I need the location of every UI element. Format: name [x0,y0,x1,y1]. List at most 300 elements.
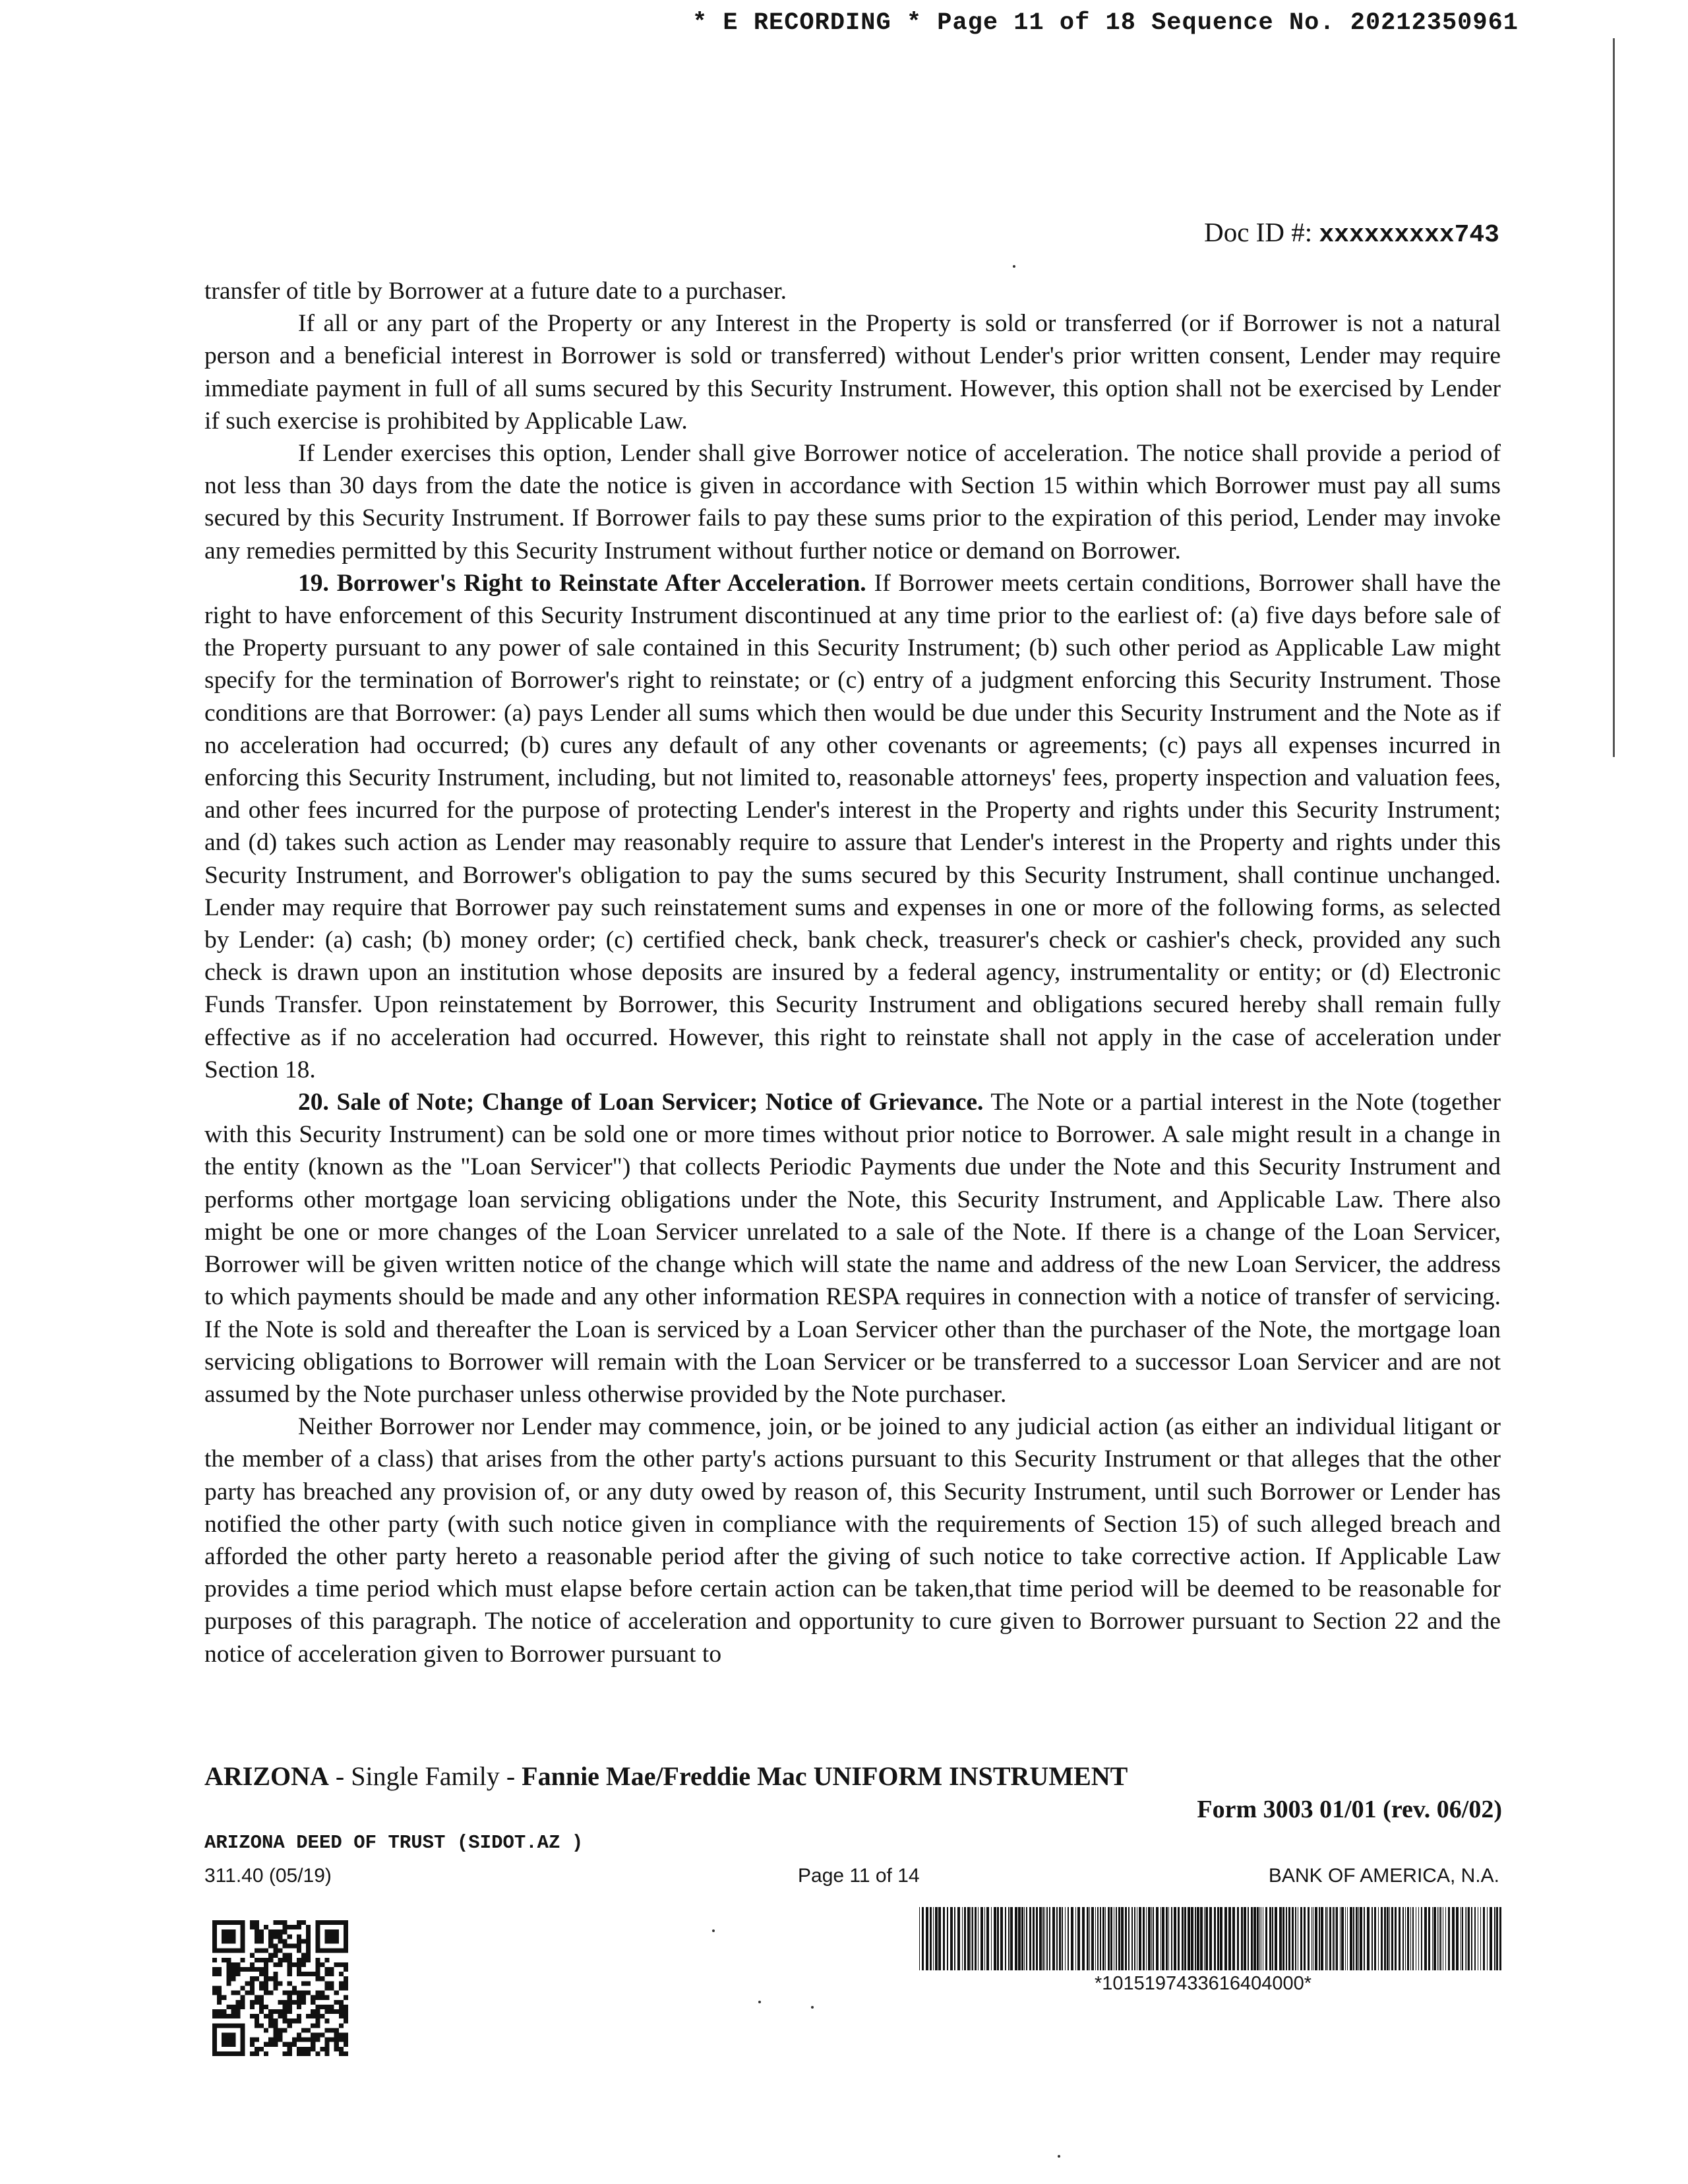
barcode-bar [1279,1907,1282,1970]
barcode-bar [1116,1907,1117,1970]
barcode-bar [1399,1907,1401,1970]
qr-module [273,1981,278,1986]
qr-module [278,2038,282,2042]
qr-finder-bottom-left [212,2023,245,2056]
qr-module [287,2009,292,2014]
qr-module [250,2042,255,2047]
barcode-bar [1148,1907,1151,1970]
qr-module [226,1976,231,1981]
qr-module [268,1953,273,1958]
qr-module [320,1995,324,2000]
barcode-bar [1456,1907,1459,1970]
qr-module [292,2038,297,2042]
qr-module [297,1949,301,1953]
qr-module [330,1972,334,1976]
qr-module [311,1995,315,2000]
barcode-bar [1321,1907,1323,1970]
qr-module [311,2009,315,2014]
barcode-bar [1008,1907,1010,1970]
qr-module [268,1976,273,1981]
barcode-bar [922,1907,924,1970]
barcode-bar [978,1907,979,1970]
barcode-bar [1100,1907,1101,1970]
qr-module [231,1991,235,1995]
qr-module [217,1986,222,1990]
qr-module [226,2014,231,2018]
qr-module [250,1925,255,1929]
barcode-bar [1292,1907,1294,1970]
qr-module [268,2042,273,2047]
qr-module [250,1967,255,1972]
qr-module [278,2014,282,2018]
barcode-bar [919,1907,920,1970]
barcode-bar [1340,1907,1341,1970]
barcode-bar [1374,1907,1376,1970]
barcode-bar [1265,1907,1267,1970]
qr-module [259,2009,264,2014]
qr-module [344,1976,348,1981]
barcode-bar [1350,1907,1352,1970]
qr-module [250,2051,255,2056]
qr-module [264,1962,268,1967]
qr-module [344,1986,348,1990]
barcode-bar [1156,1907,1159,1970]
qr-module [339,2047,344,2051]
qr-module [259,1967,264,1972]
qr-module [278,1962,282,1967]
form-title: ARIZONA DEED OF TRUST (SIDOT.AZ ) [204,1832,584,1854]
qr-module [236,2005,241,2009]
qr-module [311,2014,315,2018]
qr-module [255,2038,259,2042]
barcode-bar [1251,1907,1253,1970]
scan-speck [712,1929,715,1932]
qr-module [339,2032,344,2037]
barcode-bar [1091,1907,1094,1970]
qr-module [324,2051,329,2056]
qr-module [278,1929,282,1934]
barcode-bar [1042,1907,1044,1970]
qr-module [292,1991,297,1995]
barcode-bar [1253,1907,1256,1970]
qr-module [283,1991,287,1995]
qr-module [344,2032,348,2037]
barcode-bar [1018,1907,1021,1970]
barcode-bar [1178,1907,1180,1970]
barcode-bar [938,1907,941,1970]
body-text [204,275,1501,1670]
qr-module [231,2009,235,2014]
qr-module [255,1934,259,1939]
qr-module [306,1944,311,1949]
barcode-bar [1191,1907,1193,1970]
barcode-bar [1021,1907,1023,1970]
barcode-bar [1160,1907,1161,1970]
barcode-bar [1367,1907,1370,1970]
qr-module [339,2009,344,2014]
barcode-bar [986,1907,989,1970]
barcode-bar [1480,1907,1481,1970]
footer-instrument-line [204,1761,1128,1792]
qr-module [344,2038,348,2042]
barcode-bar [943,1907,945,1970]
qr-module [231,2014,235,2018]
barcode-bar [972,1907,973,1970]
qr-module [283,2009,287,2014]
qr-module [217,1995,222,2000]
barcode-bar [1209,1907,1212,1970]
qr-module [278,1920,282,1925]
barcode-bar [1068,1907,1069,1970]
qr-module [226,2005,231,2009]
qr-module [306,2038,311,2042]
qr-module [212,2014,217,2018]
barcode-bar [1325,1907,1327,1970]
barcode-bar [1095,1907,1096,1970]
qr-module [306,1925,311,1929]
barcode-bar [1358,1907,1359,1970]
barcode-bar [1200,1907,1203,1970]
qr-module [250,2014,255,2018]
qr-module [315,1995,320,2000]
qr-module [236,2000,241,2005]
qr-module [306,2028,311,2032]
barcode-bar [1024,1907,1025,1970]
qr-module [268,2018,273,2023]
barcode-bar [1445,1907,1446,1970]
barcode-bar [1139,1907,1141,1970]
barcode-bar [1353,1907,1354,1970]
barcode-bar [1244,1907,1246,1970]
qr-module [283,1953,287,1958]
qr-module [301,2028,306,2032]
qr-module [301,1991,306,1995]
qr-module [283,2051,287,2056]
qr-module [315,1991,320,1995]
barcode-bar [1044,1907,1045,1970]
qr-module [217,1972,222,1976]
qr-module [301,1958,306,1962]
qr-module [259,1981,264,1986]
qr-module [292,2042,297,2047]
qr-module [236,1967,241,1972]
qr-module [245,1967,250,1972]
barcode-bar [1378,1907,1379,1970]
qr-module [330,2009,334,2014]
qr-module [212,2009,217,2014]
qr-module [273,1972,278,1976]
qr-module [231,1972,235,1976]
qr-module [297,1934,301,1939]
qr-module [264,2005,268,2009]
scan-speck [811,2006,814,2009]
paragraph-section-20 [204,1086,1501,1410]
qr-module [315,2014,320,2018]
barcode-bar [1153,1907,1154,1970]
footer-separator: - [499,1761,522,1791]
qr-module [306,2047,311,2051]
qr-module [324,2009,329,2014]
qr-module [241,1958,245,1962]
paragraph-acceleration-notice [204,437,1501,567]
qr-module [330,2038,334,2042]
qr-module [283,2042,287,2047]
paragraph-section-19 [204,567,1501,1086]
barcode-bar [1356,1907,1358,1970]
qr-module [264,1949,268,1953]
barcode-bar [1389,1907,1390,1970]
qr-module [231,1967,235,1972]
qr-module [306,1953,311,1958]
barcode-bar [1166,1907,1168,1970]
barcode-bars [919,1907,1501,1970]
footer-separator: - [328,1761,351,1791]
qr-module [292,1986,297,1990]
qr-module [250,1976,255,1981]
qr-module [283,2028,287,2032]
qr-module [236,1962,241,1967]
barcode-bar [1465,1907,1466,1970]
qr-module [301,1953,306,1958]
barcode-bar [1071,1907,1073,1970]
qr-module [301,2038,306,2042]
qr-module [283,1925,287,1929]
qr-module [297,1995,301,2000]
qr-module [250,2000,255,2005]
barcode [919,1907,1502,1970]
qr-module [306,1991,311,1995]
qr-module [217,2000,222,2005]
qr-module [297,2018,301,2023]
barcode-bar [1151,1907,1152,1970]
qr-module [315,2018,320,2023]
barcode-bar [1033,1907,1035,1970]
barcode-bar [1433,1907,1436,1970]
barcode-bar [1437,1907,1438,1970]
qr-module [250,1920,255,1925]
barcode-bar [1395,1907,1397,1970]
barcode-bar [1372,1907,1373,1970]
qr-module [212,1986,217,1990]
qr-module [287,1995,292,2000]
qr-module [212,1991,217,1995]
section-heading: 20. Sale of Note; Change of Loan Servicer; Notice of Grievance. [298,1089,984,1116]
barcode-bar [1418,1907,1419,1970]
qr-module [273,1920,278,1925]
barcode-bar [1272,1907,1273,1970]
barcode-bar [1143,1907,1145,1970]
qr-module [334,2000,339,2005]
qr-module [283,2014,287,2018]
qr-module [344,2014,348,2018]
qr-module [301,2051,306,2056]
qr-module [283,2000,287,2005]
barcode-bar [1062,1907,1063,1970]
barcode-bar [1077,1907,1080,1970]
qr-module [287,1934,292,1939]
qr-module [292,2018,297,2023]
qr-module [236,1972,241,1976]
qr-module [315,2032,320,2037]
qr-module [301,2047,306,2051]
qr-module [264,2014,268,2018]
barcode-bar [1311,1907,1312,1970]
qr-module [320,1962,324,1967]
qr-module [255,1967,259,1972]
qr-module [306,1972,311,1976]
barcode-bar [1466,1907,1467,1970]
barcode-bar [1462,1907,1463,1970]
barcode-bar [1131,1907,1133,1970]
barcode-bar [1056,1907,1058,1970]
barcode-bar [1087,1907,1089,1970]
qr-module [255,1995,259,2000]
qr-module [231,2005,235,2009]
qr-module [259,1986,264,1990]
barcode-bar [1288,1907,1290,1970]
section-heading: 19. Borrower's Right to Reinstate After Acceleration. [298,569,866,597]
qr-module [301,1939,306,1943]
barcode-bar [1405,1907,1406,1970]
qr-module [268,1958,273,1962]
barcode-bar [1474,1907,1476,1970]
qr-module [250,1953,255,1958]
barcode-bar [1232,1907,1235,1970]
qr-module [301,2000,306,2005]
qr-module [311,2047,315,2051]
qr-module [324,2005,329,2009]
barcode-bar [1286,1907,1287,1970]
qr-module [273,2038,278,2042]
barcode-bar [1468,1907,1470,1970]
barcode-bar [1269,1907,1271,1970]
barcode-bar [1300,1907,1302,1970]
qr-module [315,2051,320,2056]
qr-module [268,2038,273,2042]
qr-module [264,1972,268,1976]
barcode-bar [933,1907,934,1970]
qr-module [344,1962,348,1967]
qr-module [283,2005,287,2009]
barcode-bar [1295,1907,1296,1970]
qr-module [297,1991,301,1995]
barcode-bar [1496,1907,1498,1970]
barcode-bar [1182,1907,1184,1970]
qr-module [259,1958,264,1962]
barcode-bar [962,1907,963,1970]
qr-module [255,2000,259,2005]
qr-module [339,2051,344,2056]
qr-module [259,1972,264,1976]
barcode-bar [1315,1907,1317,1970]
qr-module [334,2028,339,2032]
barcode-bar [1105,1907,1106,1970]
qr-module [236,2014,241,2018]
barcode-bar [1259,1907,1260,1970]
qr-module [268,2014,273,2018]
barcode-bar [1360,1907,1362,1970]
barcode-bar [1428,1907,1430,1970]
qr-module [217,1967,222,1972]
barcode-bar [1162,1907,1164,1970]
qr-module [297,1967,301,1972]
qr-module [250,1962,255,1967]
qr-module [315,1967,320,1972]
qr-module [259,1995,264,2000]
barcode-bar [1308,1907,1310,1970]
qr-module [283,2018,287,2023]
qr-module [255,2047,259,2051]
qr-module [259,2023,264,2028]
barcode-bar [1015,1907,1017,1970]
qr-module [255,2051,259,2056]
qr-module [297,1958,301,1962]
barcode-bar [1121,1907,1124,1970]
qr-module [301,1920,306,1925]
qr-module [315,1976,320,1981]
barcode-bar [935,1907,938,1970]
barcode-bar [950,1907,953,1970]
barcode-bar [1333,1907,1334,1970]
qr-module [212,1958,217,1962]
qr-module [222,2009,226,2014]
barcode-bar [994,1907,996,1970]
qr-module [255,2014,259,2018]
qr-module [273,2023,278,2028]
qr-module [324,1958,329,1962]
qr-finder-top-left [212,1920,245,1953]
qr-module [311,2042,315,2047]
qr-module [259,2000,264,2005]
qr-module [334,2047,339,2051]
barcode-bar [1448,1907,1450,1970]
qr-module [259,1939,264,1943]
barcode-bar [1275,1907,1277,1970]
barcode-number: *1015197433616404000* [1095,1973,1312,1994]
qr-module [311,2023,315,2028]
qr-module [287,1925,292,1929]
qr-module [231,1976,235,1981]
qr-module [324,1972,329,1976]
barcode-bar [1237,1907,1239,1970]
qr-module [217,2009,222,2014]
barcode-bar [1026,1907,1027,1970]
qr-module [306,1949,311,1953]
barcode-bar [1168,1907,1169,1970]
qr-module [324,2038,329,2042]
barcode-bar [1282,1907,1284,1970]
qr-module [344,2009,348,2014]
qr-module [268,2023,273,2028]
bank-name: BANK OF AMERICA, N.A. [1268,1865,1499,1887]
barcode-bar [1146,1907,1147,1970]
barcode-bar [1197,1907,1199,1970]
qr-module [273,1953,278,1958]
qr-module [264,1925,268,1929]
doc-id-label: Doc ID #: [1204,217,1313,247]
barcode-bar [1452,1907,1455,1970]
barcode-bar [1424,1907,1427,1970]
qr-module [334,1991,339,1995]
page-number: Page 11 of 14 [798,1865,920,1887]
barcode-bar [1384,1907,1386,1970]
qr-module [273,1944,278,1949]
qr-module [273,1986,278,1990]
qr-module [287,2023,292,2028]
barcode-bar [957,1907,960,1970]
qr-module [236,1991,241,1995]
qr-module [339,2014,344,2018]
